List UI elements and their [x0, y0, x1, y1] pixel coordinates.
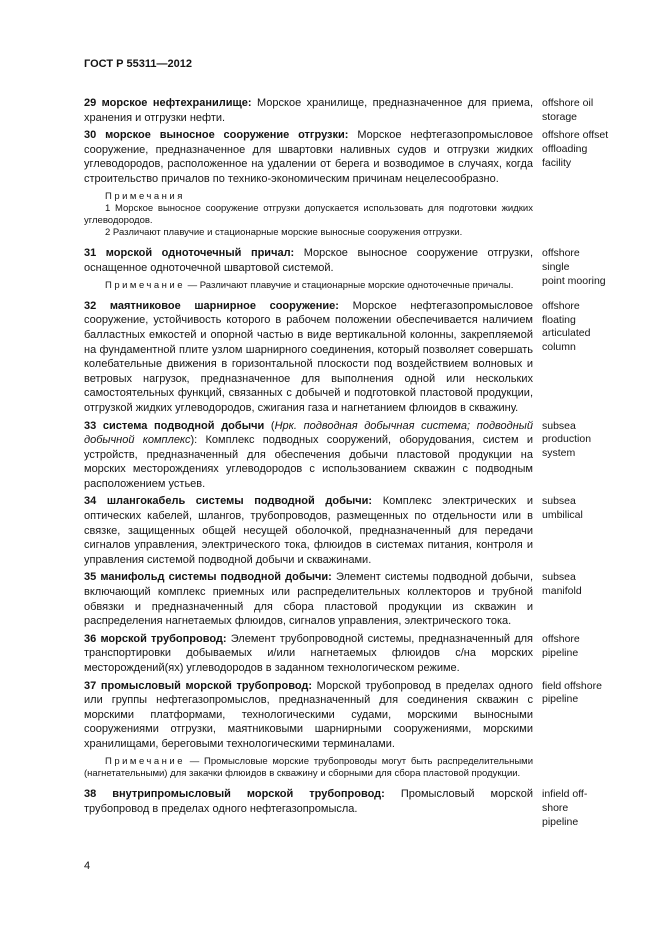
term-entry-main	[84, 494, 533, 567]
term-number: 30	[84, 129, 106, 142]
term-segment-regular: Морское нефтегазопромысловое сооружение, предназначенное для швартовки наливных судов и отгрузки жидких углеводородов, расположенное на удалении от берега и возводимое в случаях, когда строительство причалов по технико-экономическим причинам нецелесообразно.	[84, 129, 534, 185]
term-segment-bold: морской одноточечный причал:	[105, 247, 295, 260]
term-entry	[84, 632, 647, 676]
term-entry-main	[84, 570, 533, 628]
term-number: 33	[84, 419, 103, 432]
term-segment-bold: промысловый морской трубопровод:	[100, 679, 313, 692]
term-segment-bold: манифольд системы подводной добычи:	[100, 571, 332, 584]
term-definition	[84, 787, 533, 816]
english-term: offshore oil storage	[542, 97, 594, 123]
term-entry-main	[84, 128, 533, 243]
term-segment-regular: Морской трубопровод в пределах одного или группы нефтегазопромыслов, предназначенный для соединения скважин с морскими платформами, технологическими судами, морскими выносными сооружениями отгрузки, маятниковыми шарнирными сооружениями, морскими хранилищами, береговыми технологическими терминалами.	[84, 679, 533, 750]
english-term: subsea umbilical	[542, 495, 583, 522]
note-paragraph: 1 Морское выносное сооружение отгрузки допускается использовать для подготовки жидких углеводородов.	[84, 202, 533, 226]
term-entry	[84, 787, 647, 829]
term-entry	[84, 679, 647, 784]
document-header-title: ГОСТ Р 55311—2012	[84, 58, 192, 70]
term-segment-bold: шлангокабель системы подводной добычи:	[106, 495, 373, 508]
term-number: 32	[84, 299, 110, 312]
term-segment-regular: Элемент системы подводной добычи, включающий комплекс приемных или распределительных коллекторов и трубной обвязки и предназначенный для сбора пластовой продукции из скважин и распределения нагнетаемых флюидов, сигналов управления, электрического тока.	[84, 571, 533, 628]
note-label: Примечания	[105, 190, 185, 202]
term-entry	[84, 96, 647, 125]
note-head	[84, 191, 533, 203]
term-entry	[84, 299, 647, 416]
term-entry-main	[84, 96, 533, 125]
term-segment-bold: морской трубопровод:	[100, 632, 227, 645]
term-entry-main	[84, 787, 533, 816]
term-segment-bold: внутрипромысловый морской трубопровод:	[112, 787, 385, 800]
term-definition	[84, 570, 533, 628]
term-number: 37	[84, 679, 101, 692]
term-segment-bold: морское выносное сооружение отгрузки:	[105, 129, 349, 142]
term-entry	[84, 246, 647, 295]
english-term: field offshore pipeline	[542, 679, 602, 706]
page-number: 4	[84, 860, 91, 872]
term-entry-main	[84, 679, 533, 784]
term-segment-bold: морское нефтехранилище:	[101, 97, 252, 109]
term-segment-regular: Морское нефтегазопромысловое сооружение, устойчивость которого в рабочем положении обеспечивается наличием балластных емкостей и опорной частью в виде вертикальной колонны, закрепляемой на фундаментной плите узлом шарнирного соединения, который позволяет совершать колебательные движения в горизонтальной плоскости под воздействием волновых и ветровых нагрузок, предназначенное для выполнения одной или нескольких самостоятельных функций, связанных с добычей и подготовкой пластовой продукции, отгрузкой жидких углеводородов, сжигания газа и нагнетанием флюидов в скважину.	[84, 299, 534, 414]
term-entry	[84, 570, 647, 628]
term-segment-regular: Комплекс электрических и оптических кабелей, шлангов, трубопроводов, размещенных по отдельности или в связке, защищенных общей несущей оболочкой, предназначенный для передачи сигналов управления, электрического тока, флюидов в системах питания, контроля и управления системой подводной добычи и скважинами.	[84, 495, 533, 566]
note-label: Примечание	[105, 755, 185, 767]
term-segment-regular: ): Комплекс подводных сооружений, оборудования, систем и устройств, предназначенный для обеспечения добычи пластовой продукции на морских месторождениях углеводородов с использованием скважин с подводным расположением устьев.	[84, 434, 533, 490]
note-block	[84, 280, 533, 292]
term-entry	[84, 128, 647, 243]
term-definition	[84, 128, 533, 186]
english-term: offshore floating articulated column	[542, 299, 591, 354]
term-definition	[84, 96, 533, 125]
term-definition	[84, 419, 533, 492]
term-segment-regular: Морское выносное сооружение отгрузки, оснащенное одноточечной швартовой системой.	[84, 247, 533, 274]
english-term: subsea production system	[542, 419, 592, 460]
term-entry	[84, 494, 647, 567]
term-number: 36	[84, 632, 101, 645]
note-label: Примечание	[105, 279, 185, 291]
term-definition	[84, 679, 533, 752]
term-segment-regular: (	[264, 419, 275, 432]
term-segment-bold: система подводной добычи	[102, 419, 265, 432]
english-term: offshore single point mooring	[542, 247, 606, 287]
term-segment-regular: Морское хранилище, предназначенное для приема, хранения и отгрузки нефти.	[84, 97, 534, 124]
english-term: infield off- shore pipeline	[542, 787, 588, 828]
term-entry	[84, 419, 647, 492]
term-segment-italic: Нрк. подводная добычная система; подводный добычной комплекс	[84, 419, 533, 447]
term-definition	[84, 632, 533, 676]
term-segment-bold: маятниковое шарнирное сооружение:	[109, 299, 339, 312]
term-number: 38	[84, 787, 113, 800]
term-definition	[84, 246, 533, 275]
term-number: 29	[84, 97, 102, 109]
note-head: Примечание — Промысловые морские трубопроводы могут быть распределительными (нагнетательными) для закачки флюидов в скважину и сборными для сбора пластовой продукции.	[84, 755, 533, 779]
note-head: Примечание — Различают плавучие и стационарные морские одноточечные причалы.	[105, 279, 514, 291]
note-paragraph: 2 Различают плавучие и стационарные морские выносные сооружения отгрузки.	[105, 227, 463, 239]
term-entry-main	[84, 246, 533, 295]
note-block	[84, 756, 533, 780]
term-number: 35	[84, 571, 101, 584]
english-term: subsea manifold	[542, 571, 582, 598]
english-term: offshore pipeline	[542, 632, 580, 659]
term-number: 34	[84, 495, 107, 508]
terms-list	[84, 96, 647, 829]
term-segment-regular: Элемент трубопроводной системы, предназначенный для транспортировки добываемых и/или нагнетаемых флюидов с/на морских месторождений(ях) углеводородов в заданном технологическом режиме.	[84, 632, 533, 675]
term-entry-main	[84, 299, 533, 416]
term-number: 31	[84, 247, 106, 260]
term-entry-main	[84, 419, 533, 492]
term-definition	[84, 494, 533, 567]
english-term: offshore offset offloading facility	[542, 129, 609, 169]
term-entry-main	[84, 632, 533, 676]
term-definition	[84, 299, 533, 416]
note-block	[84, 191, 533, 240]
term-segment-regular: Промысловый морской трубопровод в пределах одного нефтегазопромысла.	[84, 787, 534, 815]
